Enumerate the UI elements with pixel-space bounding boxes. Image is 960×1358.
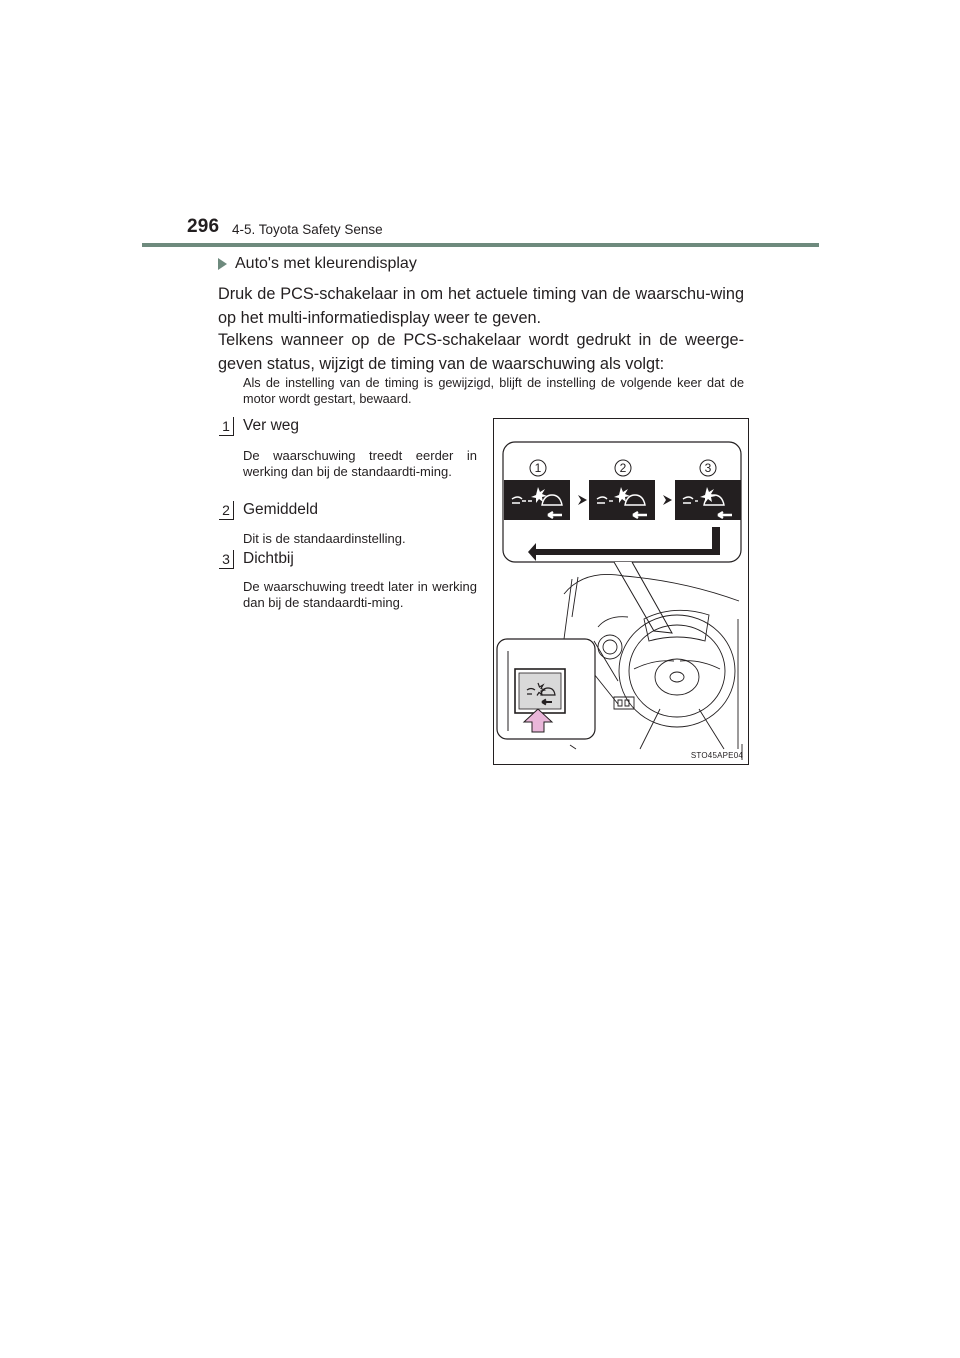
timing-display-middle bbox=[589, 480, 655, 520]
header-rule bbox=[142, 243, 819, 247]
pcs-switch-face bbox=[519, 673, 561, 709]
item-title: Gemiddeld bbox=[243, 501, 318, 518]
note-text: Als de instelling van de timing is gewijzigd, blijft de instelling de volgende keer dat de motor wordt gestart, bewaard. bbox=[243, 376, 744, 406]
callout-number bbox=[615, 460, 631, 476]
section-title: 4-5. Toyota Safety Sense bbox=[232, 222, 383, 237]
illustration-code: STO45APE04 bbox=[690, 751, 743, 760]
paragraph: Druk de PCS-schakelaar in om het actuele timing van de waarschu-wing op het multi-informatiedisplay weer te geven. bbox=[218, 285, 744, 327]
illustration-drawing bbox=[494, 419, 750, 766]
paragraph: Telkens wanneer op de PCS-schakelaar wordt gedrukt in de weerge-geven status, wijzigt de timing van de waarschuwing als volgt: bbox=[218, 331, 744, 373]
item-number: 1 bbox=[219, 417, 234, 436]
item-number: 3 bbox=[219, 550, 234, 569]
svg-text:2: 2 bbox=[619, 461, 627, 475]
subheading-text: Auto's met kleurendisplay bbox=[235, 255, 417, 272]
timing-display-near bbox=[675, 480, 741, 520]
item-text: De waarschuwing treedt eerder in werking dan bij de standaardti-ming. bbox=[243, 448, 477, 479]
page-number: 296 bbox=[187, 216, 220, 237]
svg-text:3: 3 bbox=[704, 461, 712, 475]
item-text: Dit is de standaardinstelling. bbox=[243, 531, 406, 546]
callout-pointer bbox=[614, 562, 672, 633]
triangle-bullet-icon bbox=[218, 258, 227, 270]
callout-number bbox=[530, 460, 546, 476]
zoom-pointer bbox=[594, 641, 618, 704]
item-number: 2 bbox=[219, 501, 234, 520]
item-title: Ver weg bbox=[243, 417, 300, 434]
pcs-timing-illustration bbox=[493, 418, 749, 765]
item-text: De waarschuwing treedt later in werking dan bij de standaardti-ming. bbox=[243, 579, 477, 610]
item-title: Dichtbij bbox=[243, 550, 294, 567]
timing-display-far bbox=[504, 480, 570, 520]
subheading bbox=[218, 255, 417, 273]
callout-number bbox=[700, 460, 716, 476]
svg-text:1: 1 bbox=[534, 461, 542, 475]
